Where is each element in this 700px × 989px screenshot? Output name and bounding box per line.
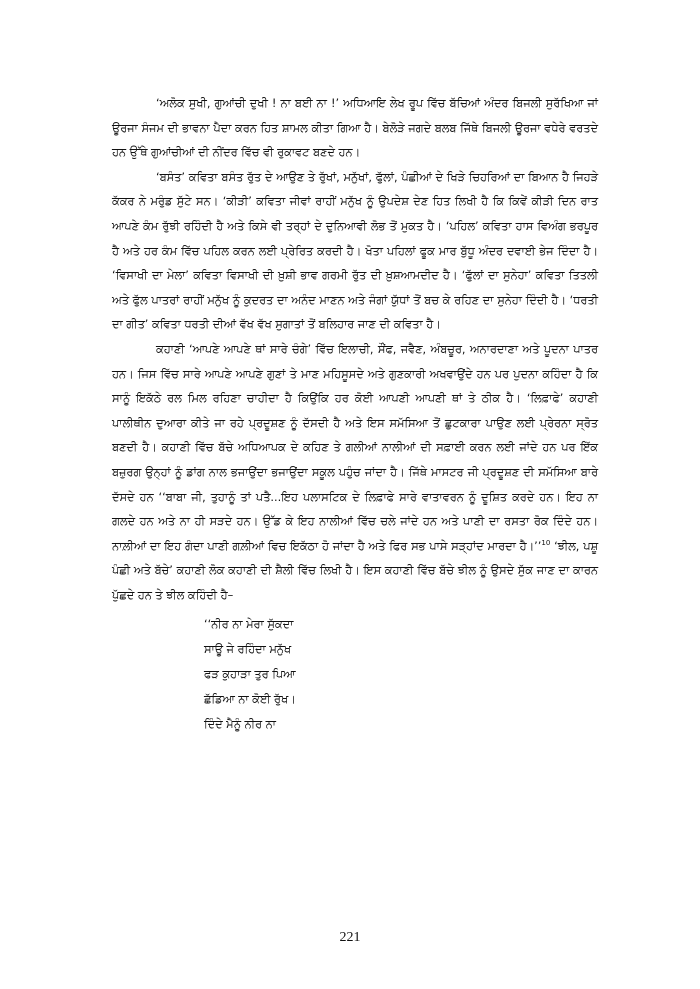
poem-line: ਛੱਡਿਆ ਨਾ ਕੋਈ ਰੁੱਖ। (204, 693, 296, 707)
footnote-reference: 10 (541, 538, 551, 547)
page-number: 221 (339, 930, 361, 945)
poem-line: ਦਿੰਦੇ ਮੈਨੂੰ ਨੀਰ ਨਾ (204, 718, 276, 732)
poem-line: ਫੜ ਕੁਹਾੜਾ ਤੁਰ ਪਿਆ (204, 668, 296, 682)
body-text (112, 92, 598, 737)
paragraph-1: ‘ਅਲੋਕ ਸੁਖੀ, ਗੁਆਂਚੀ ਦੁਖੀ ! ਨਾ ਬਈ ਨਾ !’ ਅਧਿਆਇ ਲੇਖ ਰੂਪ ਵਿੱਚ ਬੱਚਿਆਂ ਅੰਦਰ ਬਿਜਲੀ ਸੁਰੱਖਿਆ ਜਾਂ ਊਰਜਾ ਸੰਜਮ ਦੀ ਭਾਵਨਾ ਪੈਦਾ ਕਰਨ ਹਿਤ ਸ਼ਾਮਲ ਕੀਤਾ ਗਿਆ ਹੈ। ਬੇਲੋੜੇ ਜਗਦੇ ਬਲਬ ਜਿੱਥੇ ਬਿਜਲੀ ਊਰਜਾ ਵਧੇਰੇ ਵਰਤਦੇ ਹਨ ਉੱਥੇ ਗੁਆਂਚੀਆਂ ਦੀ ਨੀਂਦਰ ਵਿੱਚ ਵੀ ਰੁਕਾਵਟ ਬਣਦੇ ਹਨ। (112, 97, 598, 160)
paragraph-3-tail: ‘ਝੀਲ, ਪਸ਼ੂ ਪੰਛੀ ਅਤੇ ਬੱਚੇ’ ਕਹਾਣੀ ਲੋਕ ਕਹਾਣੀ ਦੀ ਸ਼ੈਲੀ ਵਿੱਚ ਲਿਖੀ ਹੈ। ਇਸ ਕਹਾਣੀ ਵਿੱਚ ਬੱਚੇ ਝੀਲ ਨੂੰ ਉਸਦੇ ਸੁੱਕ ਜਾਣ ਦਾ ਕਾਰਨ ਪੁੱਛਦੇ ਹਨ ਤੇ ਝੀਲ ਕਹਿੰਦੀ ਹੈ– (112, 539, 598, 602)
paragraph-3 (112, 338, 598, 609)
poem-line: ‘‘ਨੀਰ ਨਾ ਮੇਰਾ ਸੁੱਕਦਾ (204, 618, 294, 632)
poem-quote (204, 612, 598, 737)
poem-line: ਸਾਊ ਜੇ ਰਹਿੰਦਾ ਮਨੁੱਖ (204, 643, 292, 657)
paragraph-2: ‘ਬਸੰਤ’ ਕਵਿਤਾ ਬਸੰਤ ਰੁੱਤ ਦੇ ਆਉਣ ਤੇ ਰੁੱਖਾਂ, ਮਨੁੱਖਾਂ, ਫੁੱਲਾਂ, ਪੰਛੀਆਂ ਦੇ ਖਿੜੇ ਚਿਹਰਿਆਂ ਦਾ ਬਿਆਨ ਹੈ ਜਿਹੜੇ ਕੱਕਰ ਨੇ ਮਰੁੰਡ ਸੁੱਟੇ ਸਨ। ‘ਕੀੜੀ’ ਕਵਿਤਾ ਜੀਵਾਂ ਰਾਹੀਂ ਮਨੁੱਖ ਨੂੰ ਉਪਦੇਸ਼ ਦੇਣ ਹਿਤ ਲਿਖੀ ਹੈ ਕਿ ਕਿਵੇਂ ਕੀੜੀ ਦਿਨ ਰਾਤ ਆਪਣੇ ਕੰਮ ਰੁੱਝੀ ਰਹਿੰਦੀ ਹੈ ਅਤੇ ਕਿਸੇ ਵੀ ਤਰ੍ਹਾਂ ਦੇ ਦੁਨਿਆਵੀ ਲੋਭ ਤੋਂ ਮੁਕਤ ਹੈ। ‘ਪਹਿਲ’ ਕਵਿਤਾ ਹਾਸ ਵਿਅੰਗ ਭਰਪੂਰ ਹੈ ਅਤੇ ਹਰ ਕੰਮ ਵਿੱਚ ਪਹਿਲ ਕਰਨ ਲਈ ਪ੍ਰੇਰਿਤ ਕਰਦੀ ਹੈ। ਖੋਤਾ ਪਹਿਲਾਂ ਫੂਕ ਮਾਰ ਬੁੱਧੂ ਅੰਦਰ ਦਵਾਈ ਭੇਜ ਦਿੰਦਾ ਹੈ। ‘ਵਿਸਾਖੀ ਦਾ ਮੇਲਾ’ ਕਵਿਤਾ ਵਿਸਾਖੀ ਦੀ ਖ਼ੁਸ਼ੀ ਭਾਵ ਗਰਮੀ ਰੁੱਤ ਦੀ ਖ਼ੁਸ਼ਆਮਦੀਦ ਹੈ। ‘ਫੁੱਲਾਂ ਦਾ ਸੁਨੇਹਾ’ ਕਵਿਤਾ ਤਿਤਲੀ ਅਤੇ ਫੁੱਲ ਪਾਤਰਾਂ ਰਾਹੀਂ ਮਨੁੱਖ ਨੂੰ ਕੁਦਰਤ ਦਾ ਅਨੰਦ ਮਾਣਨ ਅਤੇ ਜੰਗਾਂ ਯੁੱਧਾਂ ਤੋਂ ਬਚ ਕੇ ਰਹਿਣ ਦਾ ਸੁਨੇਹਾ ਦਿੰਦੀ ਹੈ। ‘ਧਰਤੀ ਦਾ ਗੀਤ’ ਕਵਿਤਾ ਧਰਤੀ ਦੀਆਂ ਵੱਖ ਵੱਖ ਸੁਗਾਤਾਂ ਤੋਂ ਬਲਿਹਾਰ ਜਾਣ ਦੀ ਕਵਿਤਾ ਹੈ। (112, 170, 598, 332)
paragraph-3-main: ਕਹਾਣੀ ‘ਆਪਣੇ ਆਪਣੇ ਥਾਂ ਸਾਰੇ ਚੰਗੇ’ ਵਿੱਚ ਇਲਾਚੀ, ਸੌਂਫ, ਜਵੈਣ, ਅੰਬਚੂਰ, ਅਨਾਰਦਾਣਾ ਅਤੇ ਪੂਦਨਾ ਪਾਤਰ ਹਨ। ਜਿਸ ਵਿੱਚ ਸਾਰੇ ਆਪਣੇ ਆਪਣੇ ਗੁਣਾਂ ਤੇ ਮਾਣ ਮਹਿਸੂਸਦੇ ਅਤੇ ਗੁਣਕਾਰੀ ਅਖਵਾਉਂਦੇ ਹਨ ਪਰ ਪੁਦਨਾ ਕਹਿੰਦਾ ਹੈ ਕਿ ਸਾਨੂੰ ਇਕੱਠੇ ਰਲ ਮਿਲ ਰਹਿਣਾ ਚਾਹੀਦਾ ਹੈ ਕਿਉਂਕਿ ਹਰ ਕੋਈ ਆਪਣੀ ਆਪਣੀ ਥਾਂ ਤੇ ਠੀਕ ਹੈ। ‘ਲਿਫ਼ਾਫੇ’ ਕਹਾਣੀ ਪਾਲੀਥੀਨ ਦੁਆਰਾ ਕੀਤੇ ਜਾ ਰਹੇ ਪ੍ਰਦੂਸ਼ਣ ਨੂੰ ਦੱਸਦੀ ਹੈ ਅਤੇ ਇਸ ਸਮੱਸਿਆ ਤੋਂ ਛੁਟਕਾਰਾ ਪਾਉਣ ਲਈ ਪ੍ਰੇਰਨਾ ਸ੍ਰੋਤ ਬਣਦੀ ਹੈ। ਕਹਾਣੀ ਵਿੱਚ ਬੱਚੇ ਅਧਿਆਪਕ ਦੇ ਕਹਿਣ ਤੇ ਗਲੀਆਂ ਨਾਲੀਆਂ ਦੀ ਸਫ਼ਾਈ ਕਰਨ ਲਈ ਜਾਂਦੇ ਹਨ ਪਰ ਇੱਕ ਬਜ਼ੁਰਗ ਉਨ੍ਹਾਂ ਨੂੰ ਡਾਂਗ ਨਾਲ ਭਜਾਉਂਦਾ ਭਜਾਉਂਦਾ ਸਕੂਲ ਪਹੁੰਚ ਜਾਂਦਾ ਹੈ। ਜਿੱਥੇ ਮਾਸਟਰ ਜੀ ਪ੍ਰਦੂਸ਼ਣ ਦੀ ਸਮੱਸਿਆ ਬਾਰੇ ਦੱਸਦੇ ਹਨ ‘‘ਬਾਬਾ ਜੀ, ਤੁਹਾਨੂੰ ਤਾਂ ਪਤੈ...ਇਹ ਪਲਾਸਟਿਕ ਦੇ ਲਿਫ਼ਾਫੇ ਸਾਰੇ ਵਾਤਾਵਰਨ ਨੂੰ ਦੂਸ਼ਿਤ ਕਰਦੇ ਹਨ। ਇਹ ਨਾ ਗਲਦੇ ਹਨ ਅਤੇ ਨਾ ਹੀ ਸੜਦੇ ਹਨ। ਉੱਡ ਕੇ ਇਹ ਨਾਲੀਆਂ ਵਿੱਚ ਚਲੇ ਜਾਂਦੇ ਹਨ ਅਤੇ ਪਾਣੀ ਦਾ ਰਸਤਾ ਰੋਕ ਦਿੰਦੇ ਹਨ।ਨਾਲ਼ੀਆਂ ਦਾ ਇਹ ਗੰਦਾ ਪਾਣੀ ਗਲ਼ੀਆਂ ਵਿਚ ਇਕੱਠਾ ਹੋ ਜਾਂਦਾ ਹੈ ਅਤੇ ਫਿਰ ਸਭ ਪਾਸੇ ਸੜ੍ਹਾਂਦ ਮਾਰਦਾ ਹੈ।’’ (112, 342, 598, 553)
